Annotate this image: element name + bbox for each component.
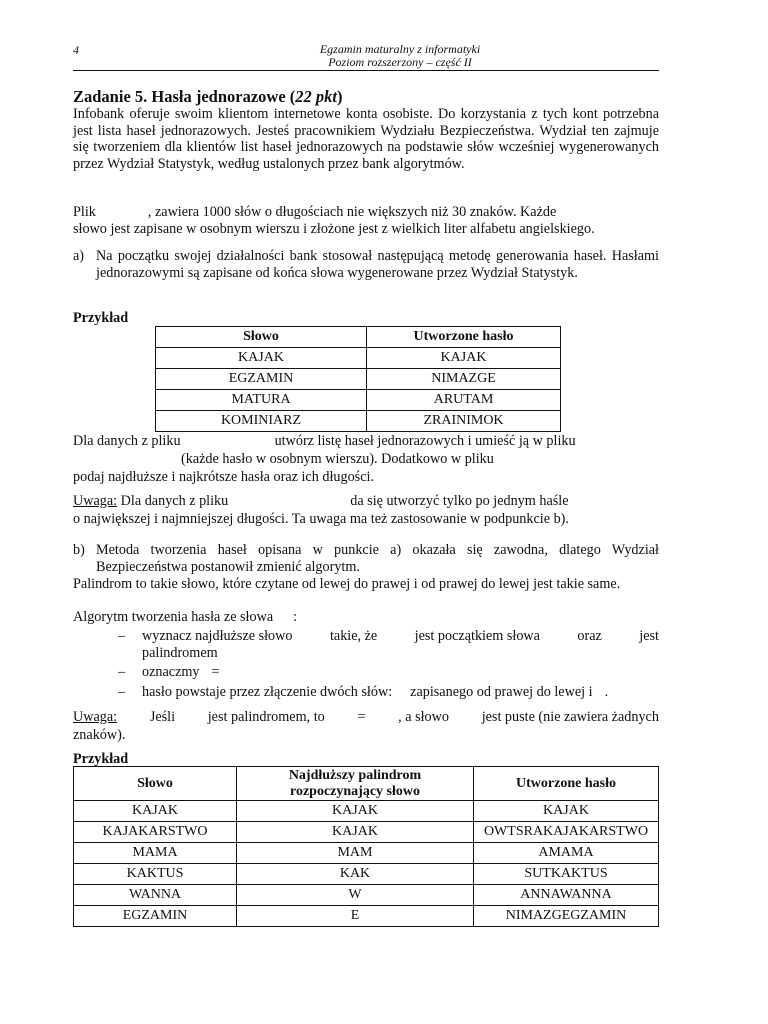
table-cell: KAJAKARSTWO: [74, 822, 237, 843]
example-label-a: Przykład: [73, 310, 129, 326]
table-header: Słowo: [156, 327, 367, 348]
table-cell: E: [237, 906, 474, 927]
table-header: Utworzone hasło: [474, 767, 659, 801]
table-row: [156, 369, 561, 390]
table-cell: WANNA: [74, 885, 237, 906]
page-number: 4: [73, 43, 79, 57]
bullet-1-line2: palindromem: [142, 645, 218, 661]
table-cell: KAKTUS: [74, 864, 237, 885]
file-description: Plik , zawiera 1000 słów o długościach nie większych niż 30 znaków. Każde: [73, 204, 557, 220]
bullet-3: hasło powstaje przez złączenie dwóch słów: zapisanego od prawej do lewej i .: [142, 684, 609, 700]
table-cell: KAJAK: [156, 348, 367, 369]
part-a-marker: a): [73, 248, 85, 264]
bullet-2: oznaczmy =: [142, 664, 220, 680]
palindrome-definition: Palindrom to takie słowo, które czytane od lewej do prawej i od prawej do lewej jest takie same.: [73, 576, 621, 592]
bullet-dash: –: [118, 664, 126, 680]
example-table-a: [155, 326, 561, 432]
table-cell: AMAMA: [474, 843, 659, 864]
table-row: [74, 801, 659, 822]
table-cell: KAK: [237, 864, 474, 885]
table-cell: MAMA: [74, 843, 237, 864]
table-row: [156, 411, 561, 432]
table-cell: EGZAMIN: [74, 906, 237, 927]
bullet-dash: –: [118, 628, 126, 644]
table-cell: KAJAK: [237, 822, 474, 843]
table-cell: NIMAZGEGZAMIN: [474, 906, 659, 927]
table-cell: KAJAK: [367, 348, 561, 369]
part-a-text: Na początku swojej działalności bank stosował następującą metodę generowania haseł. Hasłami jednorazowymi są zapisane od końca słowa wygenerowane przez Wydział Statystyk.: [96, 248, 659, 281]
file-description-line2: słowo jest zapisane w osobnym wierszu i złożone jest z wielkich liter alfabetu angielskiego.: [73, 221, 595, 237]
table-row: [156, 390, 561, 411]
table-row: [74, 885, 659, 906]
table-cell: W: [237, 885, 474, 906]
table-row: [74, 822, 659, 843]
part-b-note: Uwaga: Jeśli jest palindromem, to = , a słowo jest puste (nie zawiera żadnych: [73, 709, 659, 725]
intro-paragraph: Infobank oferuje swoim klientom internetowe konta osobiste. Do korzystania z tych kont potrzebna jest lista haseł jednorazowych. Jesteś pracownikiem Wydziału Bezpieczeństwa. Wydział ten zajmuje się tworzeniem dla klientów list haseł jednorazowych na podstawie słów wcześniej wygenerowanych przez Wydział Statystyk, według ustalonych przez bank algorytmów.: [73, 106, 659, 172]
table-cell: ANNAWANNA: [474, 885, 659, 906]
part-a-instruction-line3: podaj najdłuższe i najkrótsze hasła oraz ich długości.: [73, 469, 374, 485]
table-cell: SUTKAKTUS: [474, 864, 659, 885]
part-b-note-line2: znaków).: [73, 727, 126, 743]
table-cell: ZRAINIMOK: [367, 411, 561, 432]
example-table-b: [73, 766, 659, 927]
table-row: [74, 843, 659, 864]
table-header: Utworzone hasło: [367, 327, 561, 348]
part-a-note-line2: o największej i najmniejszej długości. Ta uwaga ma też zastosowanie w podpunkcie b).: [73, 511, 569, 527]
part-b-marker: b): [73, 542, 85, 558]
running-header-line1: Egzamin maturalny z informatyki: [319, 42, 481, 56]
table-cell: NIMAZGE: [367, 369, 561, 390]
table-cell: KAJAK: [237, 801, 474, 822]
running-header-line2: Poziom rozszerzony – część II: [328, 55, 472, 69]
example-label-b: Przykład: [73, 751, 129, 767]
table-cell: EGZAMIN: [156, 369, 367, 390]
table-cell: MAM: [237, 843, 474, 864]
table-header: Słowo: [74, 767, 237, 801]
part-b-text: Metoda tworzenia haseł opisana w punkcie a) okazała się zawodna, dlatego Wydział Bezpieczeństwa postanowił zmienić algorytm.: [96, 542, 659, 575]
part-a-note: Uwaga: Dla danych z pliku da się utworzyć tylko po jednym haśle: [73, 493, 569, 509]
part-a-instruction-line1: Dla danych z pliku utwórz listę haseł jednorazowych i umieść ją w pliku: [73, 433, 576, 449]
table-cell: KAJAK: [474, 801, 659, 822]
table-row: [74, 864, 659, 885]
bullet-1: wyznacz najdłuższe słowo takie, że jest początkiem słowa oraz jest: [142, 628, 659, 644]
table-header: Najdłuższy palindrom rozpoczynający słowo: [237, 767, 474, 801]
table-cell: KOMINIARZ: [156, 411, 367, 432]
bullet-dash: –: [118, 684, 126, 700]
table-row: [156, 348, 561, 369]
table-row: [74, 906, 659, 927]
algorithm-intro: Algorytm tworzenia hasła ze słowa :: [73, 609, 298, 625]
header-rule: [73, 70, 659, 71]
part-a-instruction-line2: (każde hasło w osobnym wierszu). Dodatkowo w pliku: [181, 451, 494, 467]
table-cell: OWTSRAKAJAKARSTWO: [474, 822, 659, 843]
table-cell: MATURA: [156, 390, 367, 411]
table-cell: KAJAK: [74, 801, 237, 822]
task-title: Zadanie 5. Hasła jednorazowe (22 pkt): [73, 87, 343, 106]
table-cell: ARUTAM: [367, 390, 561, 411]
